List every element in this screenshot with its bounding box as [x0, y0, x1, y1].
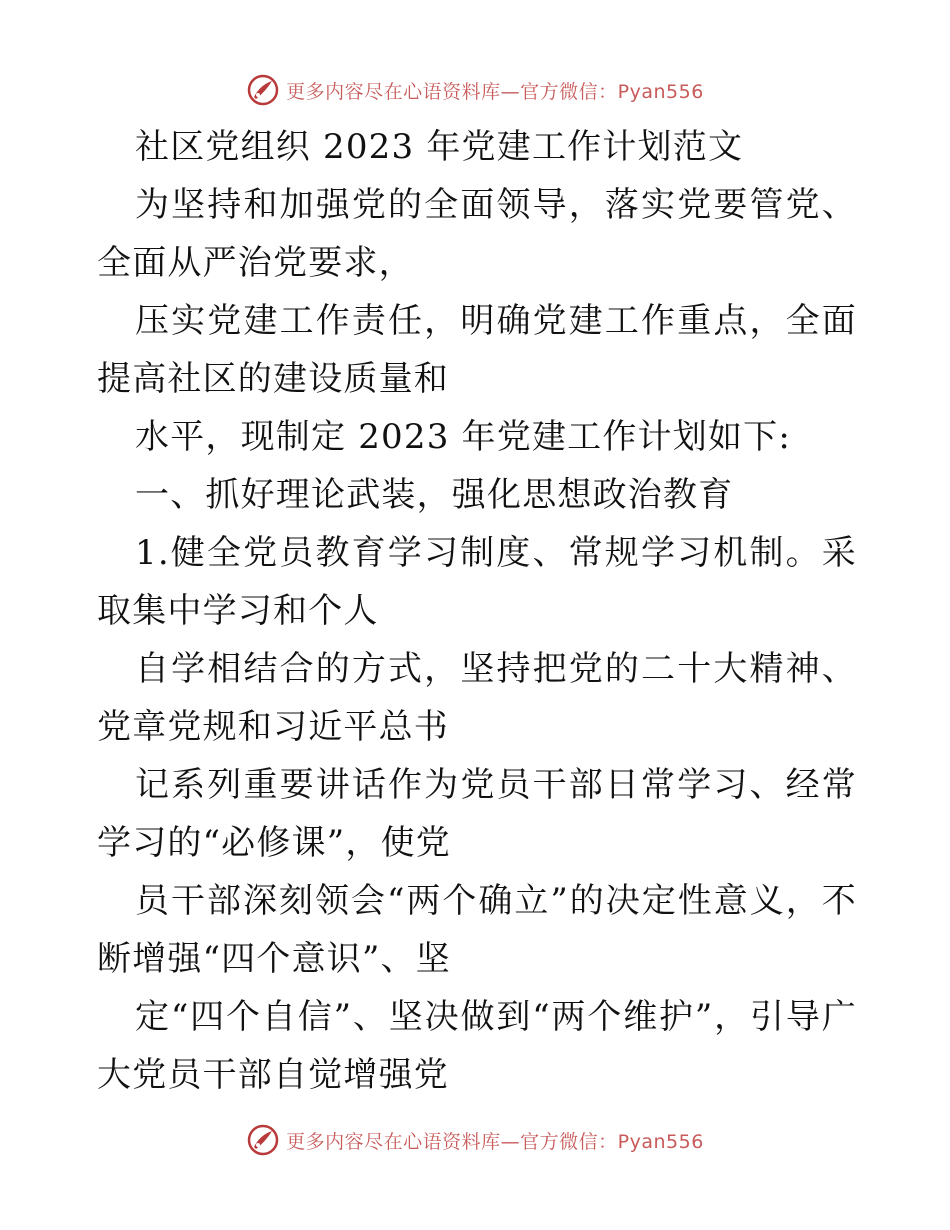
pen-logo-icon — [246, 73, 280, 107]
document-body — [97, 118, 857, 1104]
watermark-text: 更多内容尽在心语资料库—官方微信：Pyan556 — [286, 1130, 704, 1153]
paragraph: 记系列重要讲话作为党员干部日常学习、经常学习的“必修课”，使党 — [97, 765, 857, 863]
header-watermark-banner — [0, 70, 950, 110]
watermark-text: 更多内容尽在心语资料库—官方微信：Pyan556 — [286, 80, 704, 103]
footer-watermark-banner — [0, 1120, 950, 1160]
pen-logo-icon — [246, 1123, 280, 1157]
paragraph: 水平，现制定 2023 年党建工作计划如下: — [135, 417, 791, 457]
paragraph: 自学相结合的方式，坚持把党的二十大精神、党章党规和习近平总书 — [97, 649, 857, 747]
paragraph: 为坚持和加强党的全面领导，落实党要管党、全面从严治党要求， — [97, 185, 857, 283]
paragraph: 1.健全党员教育学习制度、常规学习机制。采取集中学习和个人 — [97, 533, 857, 631]
document-title: 社区党组织 2023 年党建工作计划范文 — [135, 127, 744, 167]
section-heading: 一、抓好理论武装，强化思想政治教育 — [135, 475, 734, 515]
paragraph: 定“四个自信”、坚决做到“两个维护”，引导广大党员干部自觉增强党 — [97, 997, 857, 1095]
paragraph: 员干部深刻领会“两个确立”的决定性意义，不断增强“四个意识”、坚 — [97, 881, 857, 979]
paragraph: 压实党建工作责任，明确党建工作重点，全面提高社区的建设质量和 — [97, 301, 857, 399]
